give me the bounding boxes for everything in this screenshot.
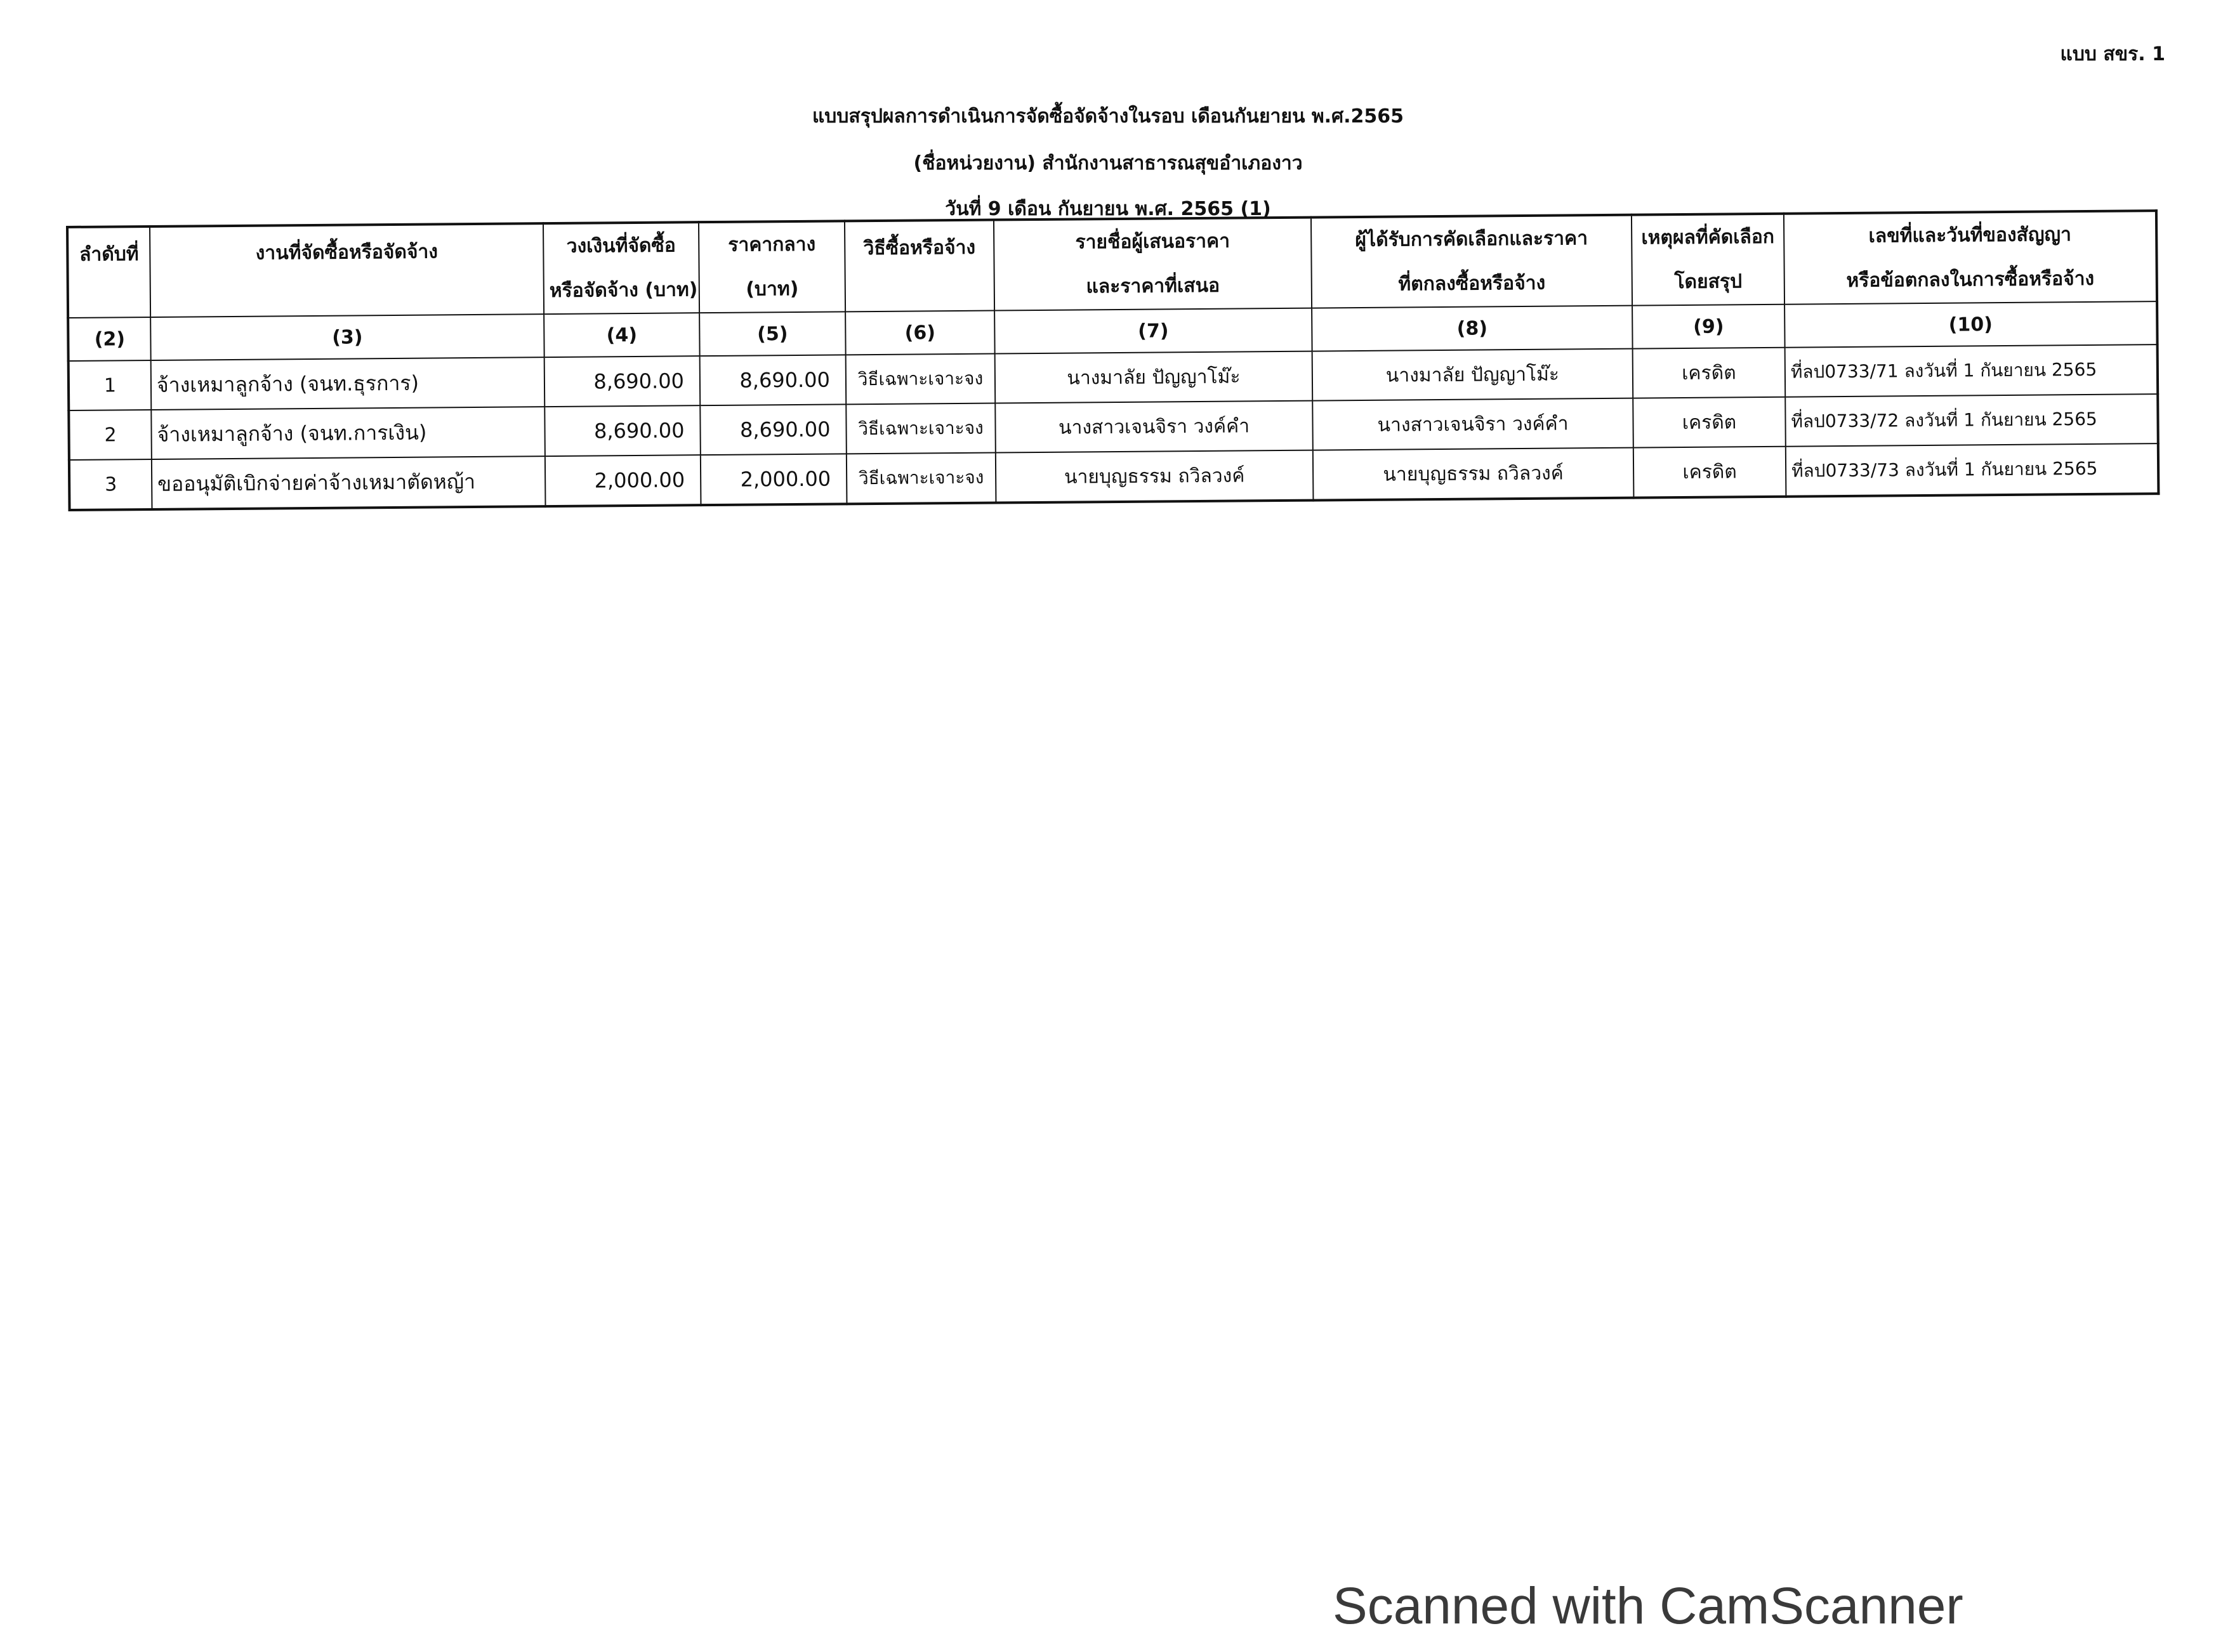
column-number: (6) [845, 311, 995, 355]
cell-bidders: นายบุญธรรม ถวิลวงค์ [996, 450, 1314, 503]
header-method: วิธีซื้อหรือจ้าง [845, 220, 994, 312]
cell-median-price: 8,690.00 [700, 404, 847, 455]
form-code: แบบ สขร. 1 [2060, 43, 2165, 65]
cell-reason: เครดิต [1633, 447, 1786, 498]
cell-no: 1 [69, 360, 152, 410]
cell-median-price: 8,690.00 [700, 355, 847, 405]
cell-item: ขออนุมัติเบิกจ่ายค่าจ้างเหมาตัดหญ้า [152, 456, 546, 509]
cell-reason: เครดิต [1633, 397, 1786, 448]
cell-method: วิธีเฉพาะเจาะจง [846, 354, 996, 405]
cell-bidders: นางมาลัย ปัญญาโม๊ะ [995, 351, 1313, 403]
cell-no: 3 [69, 459, 152, 510]
column-number: (4) [544, 313, 700, 357]
cell-no: 2 [69, 410, 152, 460]
header-no: ลำดับที่ [67, 226, 150, 318]
header-median-price: ราคากลาง (บาท) [699, 221, 845, 313]
cell-method: วิธีเฉพาะเจาะจง [846, 403, 996, 454]
column-number: (9) [1632, 305, 1785, 349]
header-bidders: รายชื่อผู้เสนอราคา และราคาที่เสนอ [994, 218, 1312, 311]
header-reason: เหตุผลที่คัดเลือก โดยสรุป [1632, 214, 1784, 306]
column-number: (8) [1312, 306, 1633, 351]
header-item: งานที่จัดซื้อหรือจัดจ้าง [150, 223, 544, 317]
cell-budget: 2,000.00 [545, 455, 701, 506]
procurement-summary-table [66, 209, 2160, 511]
header-budget: วงเงินที่จัดซื้อ หรือจัดจ้าง (บาท) [543, 222, 699, 314]
cell-winner: นางสาวเจนจิรา วงค์คำ [1312, 398, 1633, 450]
cell-winner: นางมาลัย ปัญญาโม๊ะ [1312, 349, 1633, 401]
header-winner: ผู้ได้รับการคัดเลือกและราคา ที่ตกลงซื้อหรือจ้าง [1311, 215, 1632, 308]
cell-median-price: 2,000.00 [701, 454, 847, 505]
header-row [67, 211, 2157, 318]
cell-contract: ที่ลป0733/73 ลงวันที่ 1 กันยายน 2565 [1786, 443, 2159, 497]
cell-reason: เครดิต [1633, 348, 1786, 398]
camscanner-watermark: Scanned with CamScanner [1333, 1577, 1963, 1635]
document-title: แบบสรุปผลการดำเนินการจัดซื้อจัดจ้างในรอบ เดือนกันยายน พ.ศ.2565 [812, 105, 1404, 128]
cell-winner: นายบุญธรรม ถวิลวงค์ [1313, 448, 1634, 501]
cell-budget: 8,690.00 [544, 405, 701, 456]
cell-method: วิธีเฉพาะเจาะจง [847, 453, 996, 504]
agency-name: (ชื่อหน่วยงาน) สำนักงานสาธารณสุขอำเภองาว [913, 152, 1303, 174]
procurement-table-wrapper [66, 209, 2157, 511]
cell-item: จ้างเหมาลูกจ้าง (จนท.ธุรการ) [151, 357, 545, 410]
cell-bidders: นางสาวเจนจิรา วงค์คำ [995, 401, 1313, 453]
cell-budget: 8,690.00 [544, 356, 701, 407]
cell-contract: ที่ลป0733/71 ลงวันที่ 1 กันยายน 2565 [1785, 344, 2158, 397]
report-date: วันที่ 9 เดือน กันยายน พ.ศ. 2565 (1) [945, 198, 1271, 220]
column-number: (3) [150, 314, 544, 360]
column-number: (7) [994, 308, 1312, 354]
cell-item: จ้างเหมาลูกจ้าง (จนท.การเงิน) [151, 407, 545, 459]
column-number: (2) [68, 317, 151, 361]
cell-contract: ที่ลป0733/72 ลงวันที่ 1 กันยายน 2565 [1785, 394, 2158, 447]
header-contract: เลขที่และวันที่ของสัญญา หรือข้อตกลงในการซื้อหรือจ้าง [1784, 211, 2157, 305]
column-number: (5) [699, 311, 846, 356]
column-number: (10) [1784, 301, 2158, 348]
